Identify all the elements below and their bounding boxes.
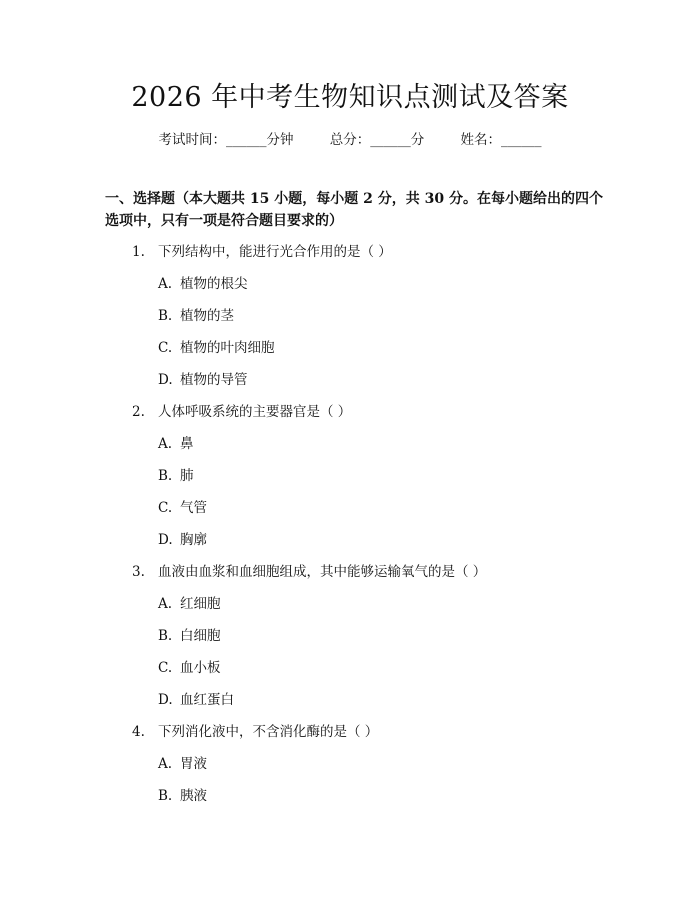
question-4-option-a	[158, 754, 207, 774]
option-letter: B.	[158, 628, 173, 644]
option-text: 植物的叶肉细胞	[180, 340, 275, 356]
question-1-option-a	[158, 274, 248, 294]
exam-meta-line	[0, 130, 700, 150]
option-letter: D.	[158, 692, 173, 708]
option-letter: D.	[158, 372, 173, 388]
question-number: 4.	[132, 724, 145, 740]
option-letter: A.	[158, 276, 173, 292]
option-text: 植物的根尖	[180, 276, 248, 292]
option-text: 胃液	[180, 756, 207, 772]
question-2-option-c	[158, 498, 207, 518]
question-text: 下列结构中，能进行光合作用的是（ ）	[158, 244, 392, 260]
option-text: 气管	[180, 500, 207, 516]
question-number: 3.	[132, 564, 145, 580]
question-2-option-a	[158, 434, 194, 454]
question-2	[132, 402, 351, 422]
option-text: 肺	[180, 468, 194, 484]
option-text: 白细胞	[180, 628, 221, 644]
question-4	[132, 722, 378, 742]
option-letter: D.	[158, 532, 173, 548]
question-1-option-d	[158, 370, 248, 390]
question-2-option-d	[158, 530, 207, 550]
question-number: 2.	[132, 404, 145, 420]
option-text: 胸廓	[180, 532, 207, 548]
option-letter: C.	[158, 660, 173, 676]
question-text: 人体呼吸系统的主要器官是（ ）	[158, 404, 352, 420]
question-number: 1.	[132, 244, 145, 260]
option-text: 植物的导管	[180, 372, 248, 388]
option-letter: B.	[158, 788, 173, 804]
question-text: 下列消化液中，不含消化酶的是（ ）	[158, 724, 379, 740]
option-text: 植物的茎	[180, 308, 234, 324]
question-3-option-a	[158, 594, 221, 614]
option-letter: A.	[158, 436, 173, 452]
question-3	[132, 562, 486, 582]
section-heading: 一、选择题（本大题共 15 小题，每小题 2 分，共 30 分。在每小题给出的四个选项中，只有一项是符合题目要求的）	[105, 191, 603, 229]
option-text: 胰液	[180, 788, 207, 804]
option-letter: C.	[158, 340, 173, 356]
question-1	[132, 242, 392, 262]
option-text: 红细胞	[180, 596, 221, 612]
question-1-option-c	[158, 338, 275, 358]
total-score-field: 总分：______分	[329, 132, 425, 148]
question-3-option-d	[158, 690, 234, 710]
question-3-option-c	[158, 658, 221, 678]
question-1-option-b	[158, 306, 234, 326]
question-text: 血液由血浆和血细胞组成，其中能够运输氧气的是（ ）	[158, 564, 487, 580]
question-2-option-b	[158, 466, 194, 486]
option-letter: B.	[158, 468, 173, 484]
option-text: 血小板	[180, 660, 221, 676]
question-4-option-b	[158, 786, 207, 806]
student-name-field: 姓名：______	[460, 132, 542, 148]
option-text: 鼻	[180, 436, 194, 452]
page-title: 2026 年中考生物知识点测试及答案	[131, 82, 569, 113]
exam-time-field: 考试时间：______分钟	[158, 132, 294, 148]
option-letter: B.	[158, 308, 173, 324]
option-letter: A.	[158, 596, 173, 612]
question-3-option-b	[158, 626, 221, 646]
option-text: 血红蛋白	[180, 692, 234, 708]
option-letter: A.	[158, 756, 173, 772]
option-letter: C.	[158, 500, 173, 516]
